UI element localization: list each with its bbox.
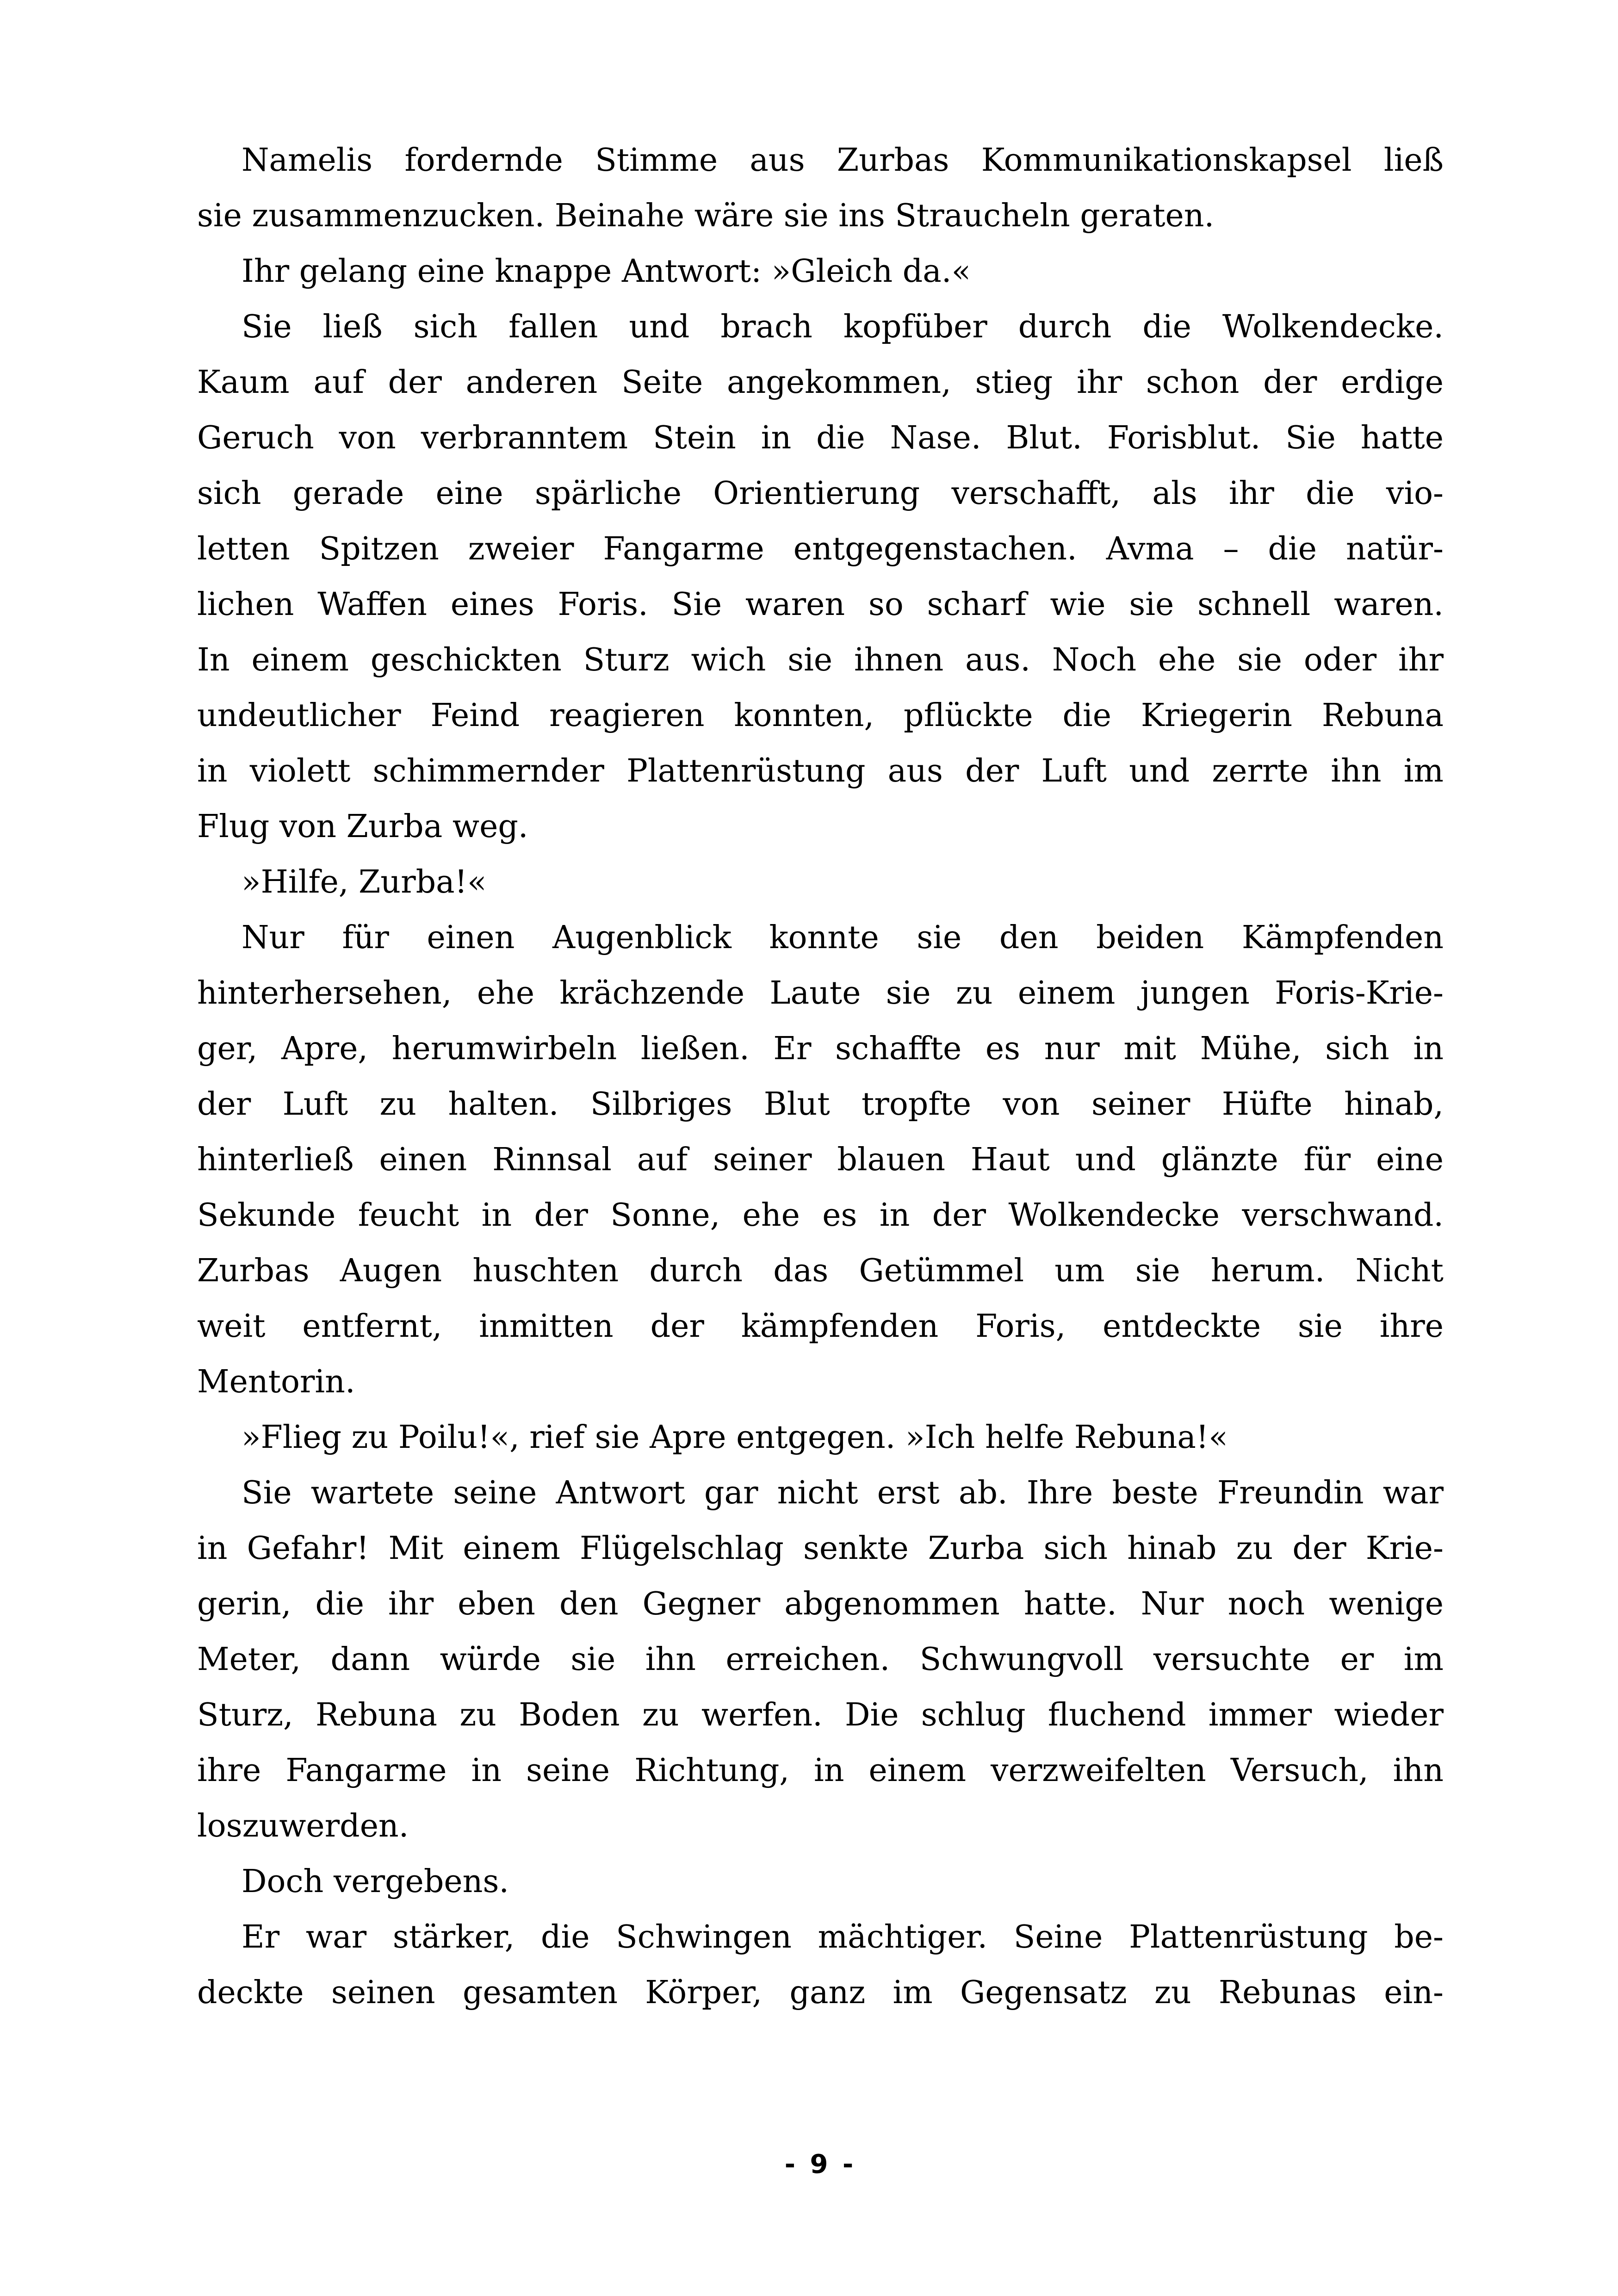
text-line: letten Spitzen zweier Fangarme entgegenstachen. Avma – die natür- xyxy=(197,531,1444,567)
text-line: Sie ließ sich fallen und brach kopfüber durch die Wolkendecke. xyxy=(242,309,1444,345)
paragraph xyxy=(197,1854,1444,1910)
text-line: Flug von Zurba weg. xyxy=(197,808,528,845)
text-line: ger, Apre, herumwirbeln ließen. Er schaffte es nur mit Mühe, sich in xyxy=(197,1030,1444,1067)
paragraph xyxy=(197,244,1444,299)
text-line: Sekunde feucht in der Sonne, ehe es in der Wolkendecke verschwand. xyxy=(197,1197,1444,1234)
text-line: Nur für einen Augenblick konnte sie den beiden Kämpfenden xyxy=(242,919,1444,956)
text-line: Sturz, Rebuna zu Boden zu werfen. Die schlug fluchend immer wieder xyxy=(197,1697,1444,1733)
text-line: in violett schimmernder Plattenrüstung aus der Luft und zerrte ihn im xyxy=(197,753,1444,789)
text-line: in Gefahr! Mit einem Flügelschlag senkte Zurba sich hinab zu der Krie- xyxy=(197,1530,1444,1567)
text-line: Mentorin. xyxy=(197,1364,355,1400)
text-line: hinterließ einen Rinnsal auf seiner blauen Haut und glänzte für eine xyxy=(197,1142,1444,1178)
text-line: Meter, dann würde sie ihn erreichen. Schwungvoll versuchte er im xyxy=(197,1641,1444,1678)
text-line: Zurbas Augen huschten durch das Getümmel um sie herum. Nicht xyxy=(197,1253,1444,1289)
text-line: lichen Waffen eines Foris. Sie waren so scharf wie sie schnell waren. xyxy=(197,586,1444,623)
text-line: deckte seinen gesamten Körper, ganz im Gegensatz zu Rebunas ein- xyxy=(197,1974,1444,2011)
text-line: Geruch von verbranntem Stein in die Nase. Blut. Forisblut. Sie hatte xyxy=(197,420,1444,456)
text-line: Kaum auf der anderen Seite angekommen, stieg ihr schon der erdige xyxy=(197,364,1444,401)
text-line: Er war stärker, die Schwingen mächtiger. Seine Plattenrüstung be- xyxy=(242,1919,1444,1955)
text-line: loszuwerden. xyxy=(197,1808,409,1844)
page-number: - 9 - xyxy=(784,2149,856,2179)
paragraph xyxy=(197,855,1444,910)
text-line: gerin, die ihr eben den Gegner abgenommen hatte. Nur noch wenige xyxy=(197,1586,1444,1622)
text-line: ihre Fangarme in seine Richtung, in einem verzweifelten Versuch, ihn xyxy=(197,1752,1444,1789)
paragraph xyxy=(197,1410,1444,1465)
text-line: der Luft zu halten. Silbriges Blut tropfte von seiner Hüfte hinab, xyxy=(197,1086,1444,1123)
text-line: weit entfernt, inmitten der kämpfenden Foris, entdeckte sie ihre xyxy=(197,1308,1444,1345)
text-line: hinterhersehen, ehe krächzende Laute sie zu einem jungen Foris-Krie- xyxy=(197,975,1444,1011)
text-line: In einem geschickten Sturz wich sie ihnen aus. Noch ehe sie oder ihr xyxy=(197,642,1444,678)
text-line: Sie wartete seine Antwort gar nicht erst ab. Ihre beste Freundin war xyxy=(242,1475,1444,1511)
text-line: sich gerade eine spärliche Orientierung verschafft, als ihr die vio- xyxy=(197,475,1444,512)
text-line: Doch vergebens. xyxy=(242,1863,509,1900)
paragraph xyxy=(197,1465,1444,1854)
text-line: Namelis fordernde Stimme aus Zurbas Kommunikationskapsel ließ xyxy=(242,142,1444,179)
paragraph xyxy=(197,910,1444,1410)
text-line: sie zusammenzucken. Beinahe wäre sie ins Straucheln geraten. xyxy=(197,198,1215,234)
text-block xyxy=(197,133,1444,2021)
paragraph xyxy=(197,1910,1444,2021)
paragraph xyxy=(197,133,1444,244)
text-line: Ihr gelang eine knappe Antwort: »Gleich da.« xyxy=(242,253,971,290)
text-line: undeutlicher Feind reagieren konnten, pflückte die Kriegerin Rebuna xyxy=(197,697,1444,734)
text-line: »Flieg zu Poilu!«, rief sie Apre entgegen. »Ich helfe Rebuna!« xyxy=(242,1419,1228,1456)
paragraph xyxy=(197,299,1444,855)
text-line: »Hilfe, Zurba!« xyxy=(242,864,487,900)
